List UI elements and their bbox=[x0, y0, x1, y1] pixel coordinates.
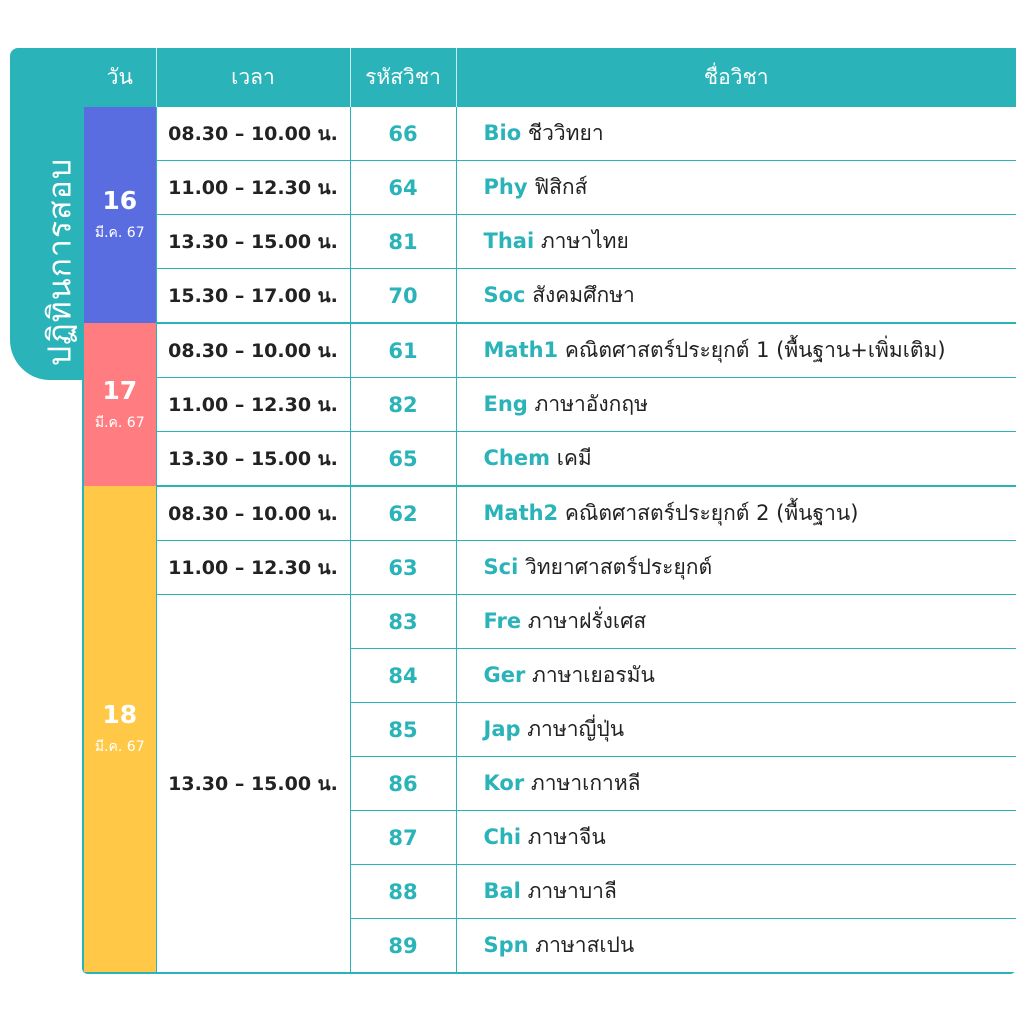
subject-abbr: Bal bbox=[483, 879, 521, 903]
subject-abbr: Ger bbox=[483, 663, 526, 687]
subject-name: ภาษาฝรั่งเศส bbox=[527, 609, 647, 633]
time-cell: 08.30 – 10.00 น. bbox=[156, 323, 350, 378]
code-cell: 83 bbox=[350, 595, 456, 649]
subject-abbr: Phy bbox=[483, 175, 528, 199]
day-number: 18 bbox=[102, 700, 138, 729]
day-month: มี.ค. 67 bbox=[94, 414, 145, 431]
subject-name: ภาษาบาลี bbox=[527, 879, 617, 903]
subject-abbr: Soc bbox=[483, 283, 526, 307]
time-cell: 11.00 – 12.30 น. bbox=[156, 541, 350, 595]
subject-name: ภาษาสเปน bbox=[535, 933, 635, 957]
code-cell: 63 bbox=[350, 541, 456, 595]
code-cell: 88 bbox=[350, 865, 456, 919]
code-cell: 86 bbox=[350, 757, 456, 811]
subject-cell bbox=[456, 541, 1016, 595]
subject-abbr: Kor bbox=[483, 771, 525, 795]
subject-abbr: Bio bbox=[483, 121, 522, 145]
table-row bbox=[84, 378, 1016, 432]
subject-name: คณิตศาสตร์ประยุกต์ 2 (พื้นฐาน) bbox=[564, 501, 859, 525]
code-cell: 62 bbox=[350, 486, 456, 541]
subject-name: เคมี bbox=[556, 446, 592, 470]
subject-cell bbox=[456, 811, 1016, 865]
table-row bbox=[84, 269, 1016, 324]
code-cell: 81 bbox=[350, 215, 456, 269]
subject-name: ภาษาไทย bbox=[540, 229, 629, 253]
table-row bbox=[84, 486, 1016, 541]
subject-abbr: Sci bbox=[483, 555, 519, 579]
code-cell: 66 bbox=[350, 107, 456, 161]
code-cell: 89 bbox=[350, 919, 456, 973]
day-cell-18 bbox=[84, 486, 156, 972]
subject-name: ชีววิทยา bbox=[527, 121, 604, 145]
subject-cell bbox=[456, 107, 1016, 161]
subject-cell bbox=[456, 378, 1016, 432]
subject-cell bbox=[456, 649, 1016, 703]
day-number: 17 bbox=[102, 375, 138, 405]
time-cell: 11.00 – 12.30 น. bbox=[156, 161, 350, 215]
code-cell: 82 bbox=[350, 378, 456, 432]
subject-cell bbox=[456, 595, 1016, 649]
table-row bbox=[84, 541, 1016, 595]
subject-abbr: Thai bbox=[483, 229, 535, 253]
table-row bbox=[84, 323, 1016, 378]
time-cell: 13.30 – 15.00 น. bbox=[156, 595, 350, 973]
time-cell: 08.30 – 10.00 น. bbox=[156, 107, 350, 161]
subject-name: ภาษาจีน bbox=[527, 825, 606, 849]
day-month: มี.ค. 67 bbox=[94, 224, 145, 241]
subject-cell bbox=[456, 757, 1016, 811]
code-cell: 85 bbox=[350, 703, 456, 757]
day-cell-16 bbox=[84, 107, 156, 324]
subject-name: ภาษาญี่ปุ่น bbox=[527, 717, 625, 741]
subject-abbr: Chem bbox=[483, 446, 550, 470]
code-cell: 70 bbox=[350, 269, 456, 324]
exam-schedule-table bbox=[84, 48, 1016, 972]
time-cell: 13.30 – 15.00 น. bbox=[156, 432, 350, 487]
time-cell: 13.30 – 15.00 น. bbox=[156, 215, 350, 269]
subject-abbr: Math2 bbox=[483, 501, 559, 525]
side-tab-label: ปฏิทินการสอบ bbox=[40, 157, 79, 367]
subject-abbr: Math1 bbox=[483, 338, 559, 362]
table-row bbox=[84, 161, 1016, 215]
subject-abbr: Chi bbox=[483, 825, 522, 849]
table-row bbox=[84, 215, 1016, 269]
subject-cell bbox=[456, 486, 1016, 541]
subject-cell bbox=[456, 161, 1016, 215]
day-month: มี.ค. 67 bbox=[94, 739, 145, 755]
time-cell: 11.00 – 12.30 น. bbox=[156, 378, 350, 432]
code-cell: 64 bbox=[350, 161, 456, 215]
subject-cell bbox=[456, 323, 1016, 378]
subject-cell bbox=[456, 865, 1016, 919]
time-cell: 15.30 – 17.00 น. bbox=[156, 269, 350, 324]
side-tab bbox=[10, 48, 90, 380]
subject-abbr: Spn bbox=[483, 933, 529, 957]
table-row bbox=[84, 432, 1016, 487]
time-cell: 08.30 – 10.00 น. bbox=[156, 486, 350, 541]
subject-name: สังคมศึกษา bbox=[532, 283, 635, 307]
subject-cell bbox=[456, 919, 1016, 973]
subject-name: วิทยาศาสตร์ประยุกต์ bbox=[524, 555, 713, 579]
subject-cell bbox=[456, 215, 1016, 269]
code-cell: 84 bbox=[350, 649, 456, 703]
subject-cell bbox=[456, 432, 1016, 487]
subject-abbr: Fre bbox=[483, 609, 522, 633]
subject-abbr: Jap bbox=[483, 717, 521, 741]
day-number: 16 bbox=[102, 185, 138, 215]
subject-abbr: Eng bbox=[483, 392, 528, 416]
subject-name: ภาษาอังกฤษ bbox=[534, 392, 648, 416]
subject-name: ฟิสิกส์ bbox=[534, 175, 588, 199]
header-code: รหัสวิชา bbox=[350, 48, 456, 107]
code-cell: 65 bbox=[350, 432, 456, 487]
subject-name: ภาษาเกาหลี bbox=[530, 771, 641, 795]
header-day: วัน bbox=[84, 48, 156, 107]
subject-cell bbox=[456, 703, 1016, 757]
header-row bbox=[84, 48, 1016, 107]
day-cell-17 bbox=[84, 323, 156, 486]
subject-name: ภาษาเยอรมัน bbox=[532, 663, 655, 687]
table-row bbox=[84, 107, 1016, 161]
table-row bbox=[84, 595, 1016, 649]
code-cell: 87 bbox=[350, 811, 456, 865]
code-cell: 61 bbox=[350, 323, 456, 378]
subject-cell bbox=[456, 269, 1016, 324]
header-name: ชื่อวิชา bbox=[456, 48, 1016, 107]
header-time: เวลา bbox=[156, 48, 350, 107]
subject-name: คณิตศาสตร์ประยุกต์ 1 (พื้นฐาน+เพิ่มเติม) bbox=[564, 338, 946, 362]
